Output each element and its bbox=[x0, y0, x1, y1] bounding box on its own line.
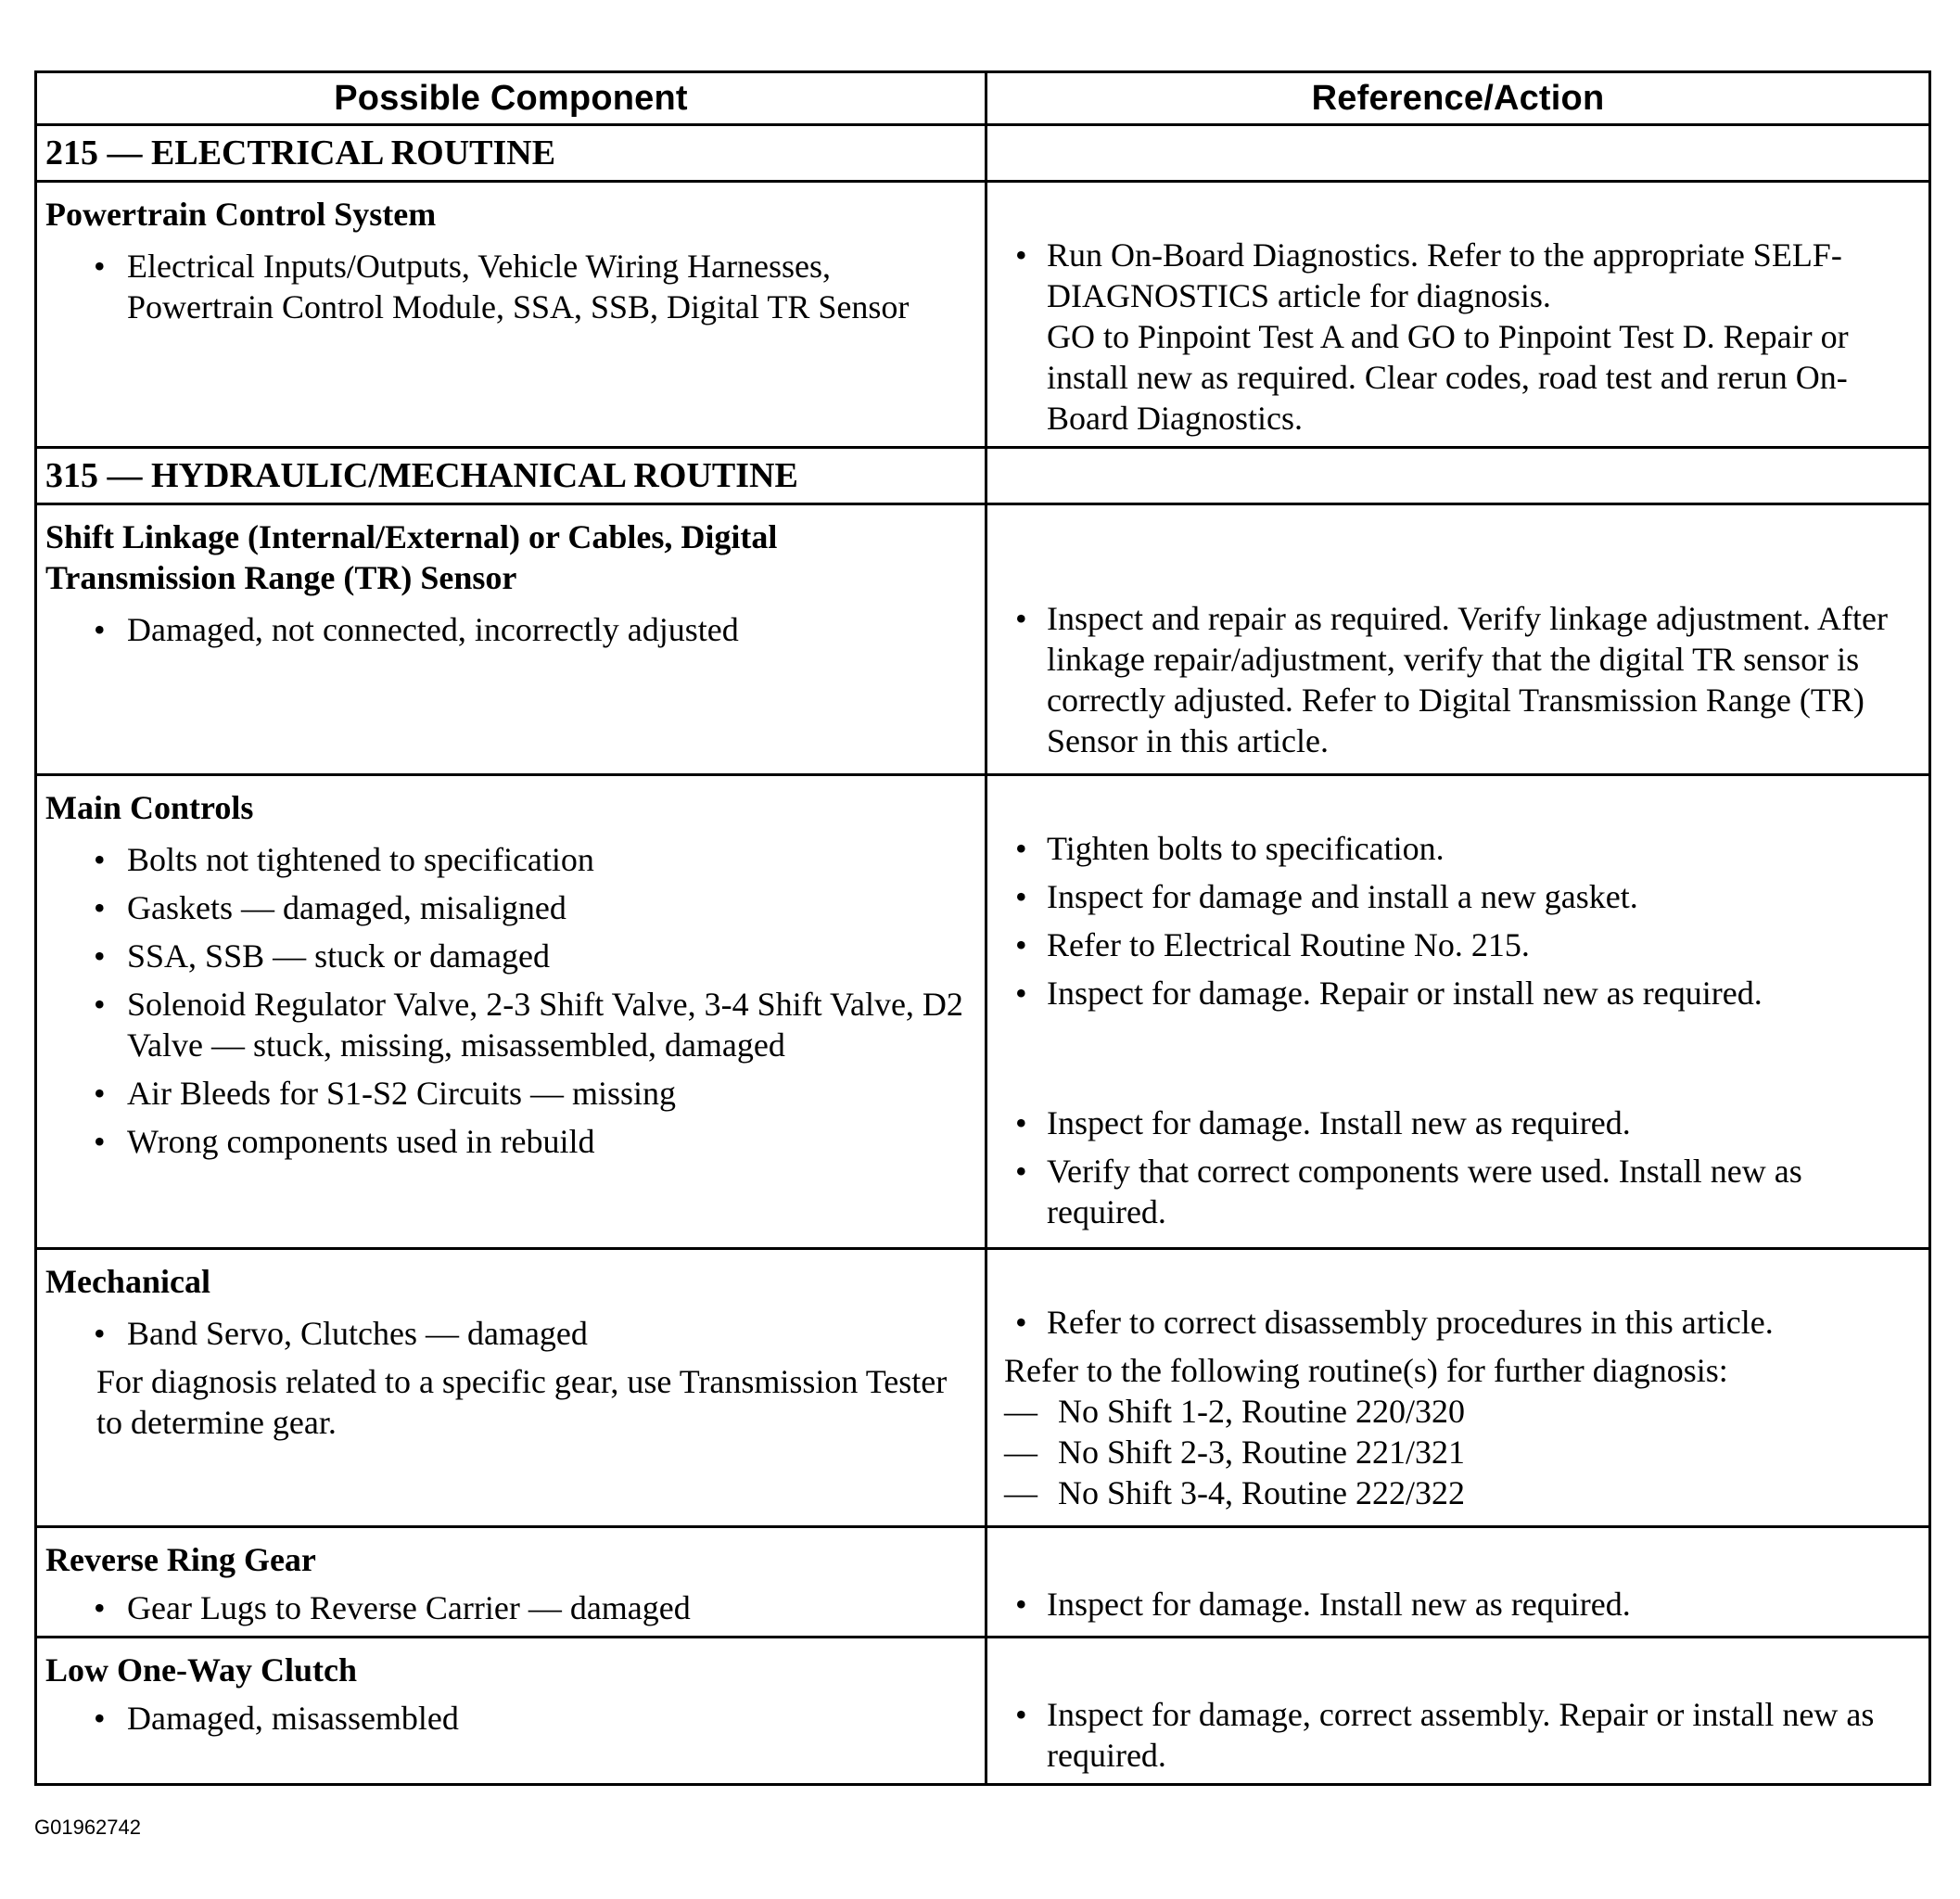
routine-reference: — No Shift 1-2, Routine 220/320 bbox=[1004, 1391, 1910, 1432]
component-note: For diagnosis related to a specific gear, use Transmission Tester to determine gear. bbox=[96, 1363, 948, 1441]
component-title: Main Controls bbox=[45, 789, 254, 826]
routine-215-heading: 215 — ELECTRICAL ROUTINE bbox=[45, 134, 556, 172]
routine-reference: — No Shift 3-4, Routine 222/322 bbox=[1004, 1472, 1910, 1513]
row-main-controls bbox=[36, 775, 1930, 1249]
header-row bbox=[36, 72, 1930, 125]
component-item: • Damaged, not connected, incorrectly adjusted bbox=[45, 609, 966, 650]
routine-reference: — No Shift 2-3, Routine 221/321 bbox=[1004, 1432, 1910, 1472]
action-item: • Refer to correct disassembly procedures in this article. bbox=[1004, 1302, 1910, 1343]
component-title: Low One-Way Clutch bbox=[45, 1651, 358, 1689]
action-note: GO to Pinpoint Test A and GO to Pinpoint Test D. Repair or install new as required. Clear codes, road test and rerun On-Board Diagnostics. bbox=[1047, 318, 1849, 437]
component-title: Reverse Ring Gear bbox=[45, 1541, 316, 1578]
component-item: • SSA, SSB — stuck or damaged bbox=[45, 936, 966, 976]
routine-row-215 bbox=[36, 125, 1930, 182]
header-reference-action: Reference/Action bbox=[986, 72, 1930, 125]
row-shift-linkage bbox=[36, 504, 1930, 775]
action-item: • Inspect for damage. Install new as required. bbox=[1004, 1102, 1910, 1143]
diagnosis-table bbox=[34, 70, 1931, 1786]
action-item: • Inspect for damage. Repair or install new as required. bbox=[1004, 973, 1910, 1013]
row-reverse-ring-gear bbox=[36, 1527, 1930, 1638]
component-item: • Band Servo, Clutches — damaged bbox=[45, 1313, 966, 1354]
component-item: • Gear Lugs to Reverse Carrier — damaged bbox=[45, 1587, 966, 1628]
component-title: Powertrain Control System bbox=[45, 196, 437, 233]
component-item: • Wrong components used in rebuild bbox=[45, 1121, 966, 1162]
action-item: • Inspect for damage and install a new gasket. bbox=[1004, 876, 1910, 917]
component-title: Shift Linkage (Internal/External) or Cables, Digital Transmission Range (TR) Sensor bbox=[45, 518, 778, 596]
component-item: • Air Bleeds for S1-S2 Circuits — missing bbox=[45, 1073, 966, 1114]
header-possible-component: Possible Component bbox=[36, 72, 986, 125]
action-item: • Tighten bolts to specification. bbox=[1004, 828, 1910, 869]
row-low-one-way-clutch bbox=[36, 1638, 1930, 1785]
figure-id: G01962742 bbox=[34, 1816, 141, 1839]
action-item: • Inspect for damage, correct assembly. Repair or install new as required. bbox=[1004, 1694, 1910, 1776]
action-item: • Run On-Board Diagnostics. Refer to the appropriate SELF-DIAGNOSTICS article for diagnosis. bbox=[1004, 235, 1910, 316]
component-item: • Gaskets — damaged, misaligned bbox=[45, 887, 966, 928]
row-powertrain bbox=[36, 182, 1930, 448]
component-item: • Electrical Inputs/Outputs, Vehicle Wiring Harnesses, Powertrain Control Module, SSA, SSB, Digital TR Sensor bbox=[45, 246, 966, 327]
component-item: • Bolts not tightened to specification bbox=[45, 839, 966, 880]
routines-intro: Refer to the following routine(s) for further diagnosis: bbox=[1004, 1352, 1728, 1389]
action-item: • Inspect and repair as required. Verify linkage adjustment. After linkage repair/adjustment, verify that the digital TR sensor is correctly adjusted. Refer to Digital Transmission Range (TR) Sensor in this article. bbox=[1004, 598, 1910, 761]
action-item: • Refer to Electrical Routine No. 215. bbox=[1004, 924, 1910, 965]
component-item: • Damaged, misassembled bbox=[45, 1698, 966, 1739]
row-mechanical bbox=[36, 1249, 1930, 1527]
component-title: Mechanical bbox=[45, 1263, 210, 1300]
action-item: • Inspect for damage. Install new as required. bbox=[1004, 1584, 1910, 1625]
routine-row-315 bbox=[36, 448, 1930, 504]
action-item: • Verify that correct components were used. Install new as required. bbox=[1004, 1151, 1910, 1232]
component-item: • Solenoid Regulator Valve, 2-3 Shift Valve, 3-4 Shift Valve, D2 Valve — stuck, missing, misassembled, damaged bbox=[45, 984, 966, 1065]
routine-315-heading: 315 — HYDRAULIC/MECHANICAL ROUTINE bbox=[45, 456, 798, 495]
